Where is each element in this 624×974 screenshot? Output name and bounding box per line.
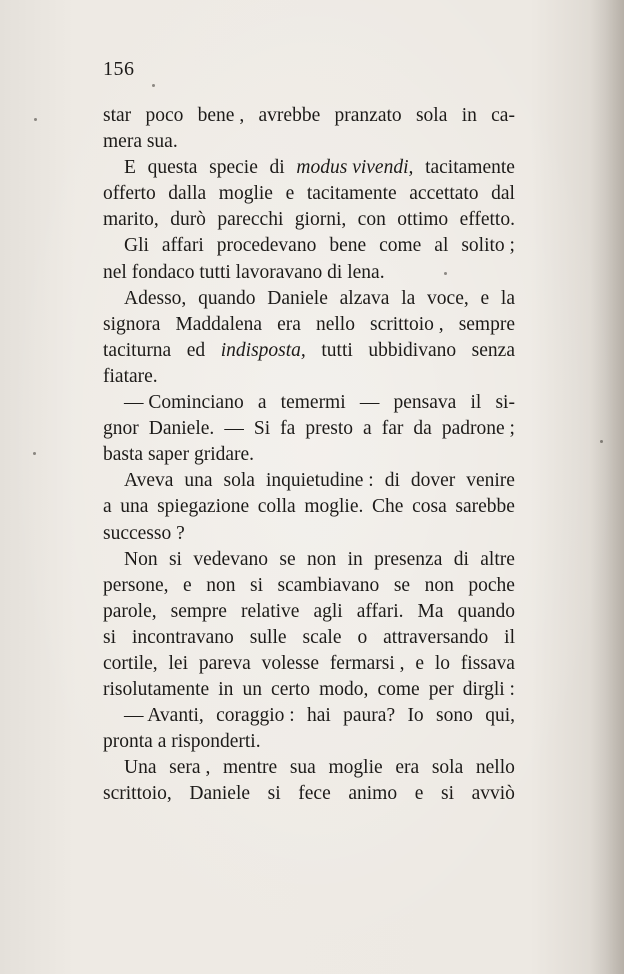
text-line [103, 781, 515, 807]
word: successo ? [103, 522, 185, 544]
text-line [103, 468, 515, 494]
word: e [480, 287, 490, 309]
word: agli [313, 600, 343, 622]
word: poche [468, 574, 515, 596]
word: Aveva [124, 470, 174, 492]
word: scrittoio , [369, 313, 444, 335]
word: sola [223, 470, 255, 492]
word: gnor [103, 418, 139, 440]
word: dirgli : [462, 679, 515, 701]
text-line [103, 599, 515, 625]
word: giorni, [294, 209, 347, 231]
word: se [279, 548, 296, 570]
word: Io [407, 705, 424, 727]
text-line [103, 129, 515, 155]
word: ubbidivano [368, 339, 457, 361]
word: lei [168, 652, 188, 674]
word: moglie [328, 757, 383, 779]
word: sempre [170, 600, 227, 622]
word: basta saper gridare. [103, 444, 255, 466]
word: inquietudine : [265, 470, 374, 492]
word: il [470, 392, 482, 414]
word: quando [457, 600, 515, 622]
word: voce, [427, 287, 469, 309]
text-line [103, 364, 515, 390]
word: affari [161, 235, 204, 257]
text-line [103, 677, 515, 703]
word: padrone ; [441, 418, 515, 440]
word: pareva [198, 652, 251, 674]
text-line [103, 442, 515, 468]
word: Daniele [189, 783, 251, 805]
word: sola [431, 757, 464, 779]
word: Che [372, 496, 404, 518]
word: con [357, 209, 386, 231]
word: cortile, [103, 652, 158, 674]
word: non [206, 574, 236, 596]
word: dalla [168, 183, 207, 205]
word: animo [348, 783, 398, 805]
word: volesse [261, 652, 319, 674]
word: di [269, 157, 285, 179]
word: persone, [103, 574, 169, 596]
word: marito, [103, 209, 159, 231]
word: specie [209, 157, 258, 179]
word: pensava [393, 392, 457, 414]
word: di [384, 470, 400, 492]
word: — Cominciano [124, 392, 244, 414]
word: non [424, 574, 454, 596]
word: Non [124, 548, 158, 570]
word: questa [147, 157, 198, 179]
word: da [413, 418, 432, 440]
word: vedevano [193, 548, 269, 570]
word: fermarsi , [329, 652, 405, 674]
word: era [395, 757, 420, 779]
word: sarebbe [455, 496, 515, 518]
word: bene [329, 235, 367, 257]
word: moglie. [304, 496, 364, 518]
word: Una [124, 757, 157, 779]
word: nello [475, 757, 515, 779]
word: avrebbe [258, 105, 321, 126]
word: nello [315, 313, 355, 335]
word: moglie [218, 183, 273, 205]
text-line [103, 651, 515, 677]
word: parole, [103, 600, 157, 622]
word: venire [466, 470, 515, 492]
body-text [103, 103, 515, 808]
text-line [103, 181, 515, 207]
word: si [103, 626, 117, 648]
word: o [357, 626, 368, 648]
word: incontravano [131, 626, 234, 648]
word: non [307, 548, 337, 570]
word: cosa [412, 496, 447, 518]
word: ca- [491, 105, 515, 126]
text-line [103, 573, 515, 599]
word: solito ; [461, 235, 515, 257]
paper-speck [600, 440, 603, 443]
word: in [218, 679, 234, 701]
word: sera , [169, 757, 211, 779]
italic-word: indisposta, [220, 339, 306, 361]
word: tacitamente [306, 183, 397, 205]
word: se [393, 574, 411, 596]
word: pranzato [334, 105, 402, 126]
word: temermi [280, 392, 346, 414]
word: fiatare. [103, 365, 158, 387]
word: ed [186, 339, 206, 361]
text-line [103, 755, 515, 781]
text-line [103, 338, 515, 364]
word: attraversando [383, 626, 489, 648]
word: si [267, 783, 281, 805]
word: scale [302, 626, 342, 648]
word: fece [298, 783, 331, 805]
word: altre [480, 548, 515, 570]
word: poco [145, 105, 184, 126]
word: offerto [103, 183, 156, 205]
word: una [184, 470, 213, 492]
word: la [401, 287, 416, 309]
word: star [103, 105, 132, 126]
word: Ma [417, 600, 444, 622]
text-line [103, 625, 515, 651]
word: a [363, 418, 372, 440]
word: durò [170, 209, 206, 231]
word: effetto. [459, 209, 515, 231]
word: dover [410, 470, 456, 492]
word: scrittoio, [103, 783, 172, 805]
word: e [415, 652, 424, 674]
word: si [440, 783, 454, 805]
word: presto [305, 418, 353, 440]
page-edge-shadow [590, 0, 624, 974]
word: relative [240, 600, 300, 622]
word: paura? [343, 705, 396, 727]
word: Daniele. [148, 418, 215, 440]
word: Adesso, [124, 287, 187, 309]
word: e [414, 783, 424, 805]
word: signora [103, 313, 161, 335]
word: tutti [321, 339, 353, 361]
word: come [377, 679, 420, 701]
word: di [453, 548, 469, 570]
word: fa [280, 418, 296, 440]
paper-speck [152, 84, 155, 87]
text-line [103, 729, 515, 755]
word: colla [257, 496, 296, 518]
word: scambiavano [277, 574, 380, 596]
text-line [103, 703, 515, 729]
word: Gli [124, 235, 149, 257]
word: accettato [409, 183, 479, 205]
word: per [428, 679, 454, 701]
word: hai [306, 705, 331, 727]
word: a [257, 392, 267, 414]
word: — [359, 392, 380, 414]
italic-word: modus vivendi, [296, 157, 414, 179]
word: affari. [356, 600, 404, 622]
word: si [168, 548, 182, 570]
word: ottimo [397, 209, 449, 231]
word: quando [198, 287, 256, 309]
word: dal [491, 183, 515, 205]
word: sempre [458, 313, 515, 335]
word: lo [434, 652, 450, 674]
text-line [103, 286, 515, 312]
word: al [434, 235, 449, 257]
word: sua [289, 757, 316, 779]
word: bene , [197, 105, 245, 126]
text-line [103, 312, 515, 338]
word: a [103, 496, 112, 518]
word: taciturna [103, 339, 172, 361]
word: certo [271, 679, 311, 701]
word: tacitamente [425, 157, 515, 179]
word: procedevano [216, 235, 317, 257]
text-line [103, 521, 515, 547]
word: Maddalena [175, 313, 263, 335]
word: — Avanti, [124, 705, 204, 727]
word: modo, [319, 679, 369, 701]
word: sola [415, 105, 448, 126]
text-line [103, 547, 515, 573]
word: nel fondaco tutti lavoravano di lena. [103, 261, 385, 283]
text-line [103, 416, 515, 442]
word: in [461, 105, 477, 126]
word: la [500, 287, 515, 309]
text-line [103, 103, 515, 129]
word: come [379, 235, 422, 257]
word: avviò [471, 783, 515, 805]
word: spiegazione [157, 496, 250, 518]
word: Si [253, 418, 271, 440]
text-line [103, 233, 515, 259]
word: si- [495, 392, 515, 414]
word: alzava [339, 287, 390, 309]
word: si [249, 574, 263, 596]
word: una [120, 496, 149, 518]
word: Daniele [267, 287, 328, 309]
text-line [103, 260, 515, 286]
word: era [277, 313, 301, 335]
word: e [285, 183, 295, 205]
text-line [103, 207, 515, 233]
word: in [347, 548, 363, 570]
text-line [103, 390, 515, 416]
word: — [224, 418, 244, 440]
word: mentre [223, 757, 278, 779]
paper-speck [33, 452, 36, 455]
word: E [124, 157, 136, 179]
word: presenza [374, 548, 443, 570]
word: pronta a risponderti. [103, 731, 261, 753]
word: un [242, 679, 262, 701]
word: risolutamente [103, 679, 210, 701]
word: il [504, 626, 515, 648]
word: e [183, 574, 192, 596]
word: coraggio : [216, 705, 295, 727]
word: sono [436, 705, 473, 727]
text-line [103, 155, 515, 181]
text-line [103, 494, 515, 520]
word: far [381, 418, 404, 440]
paper-speck [34, 118, 37, 121]
page-number: 156 [103, 58, 135, 80]
word: qui, [485, 705, 515, 727]
word: senza [471, 339, 515, 361]
word: parecchi [217, 209, 284, 231]
word: mera sua. [103, 131, 178, 153]
word: fissava [460, 652, 515, 674]
word: sulle [249, 626, 287, 648]
